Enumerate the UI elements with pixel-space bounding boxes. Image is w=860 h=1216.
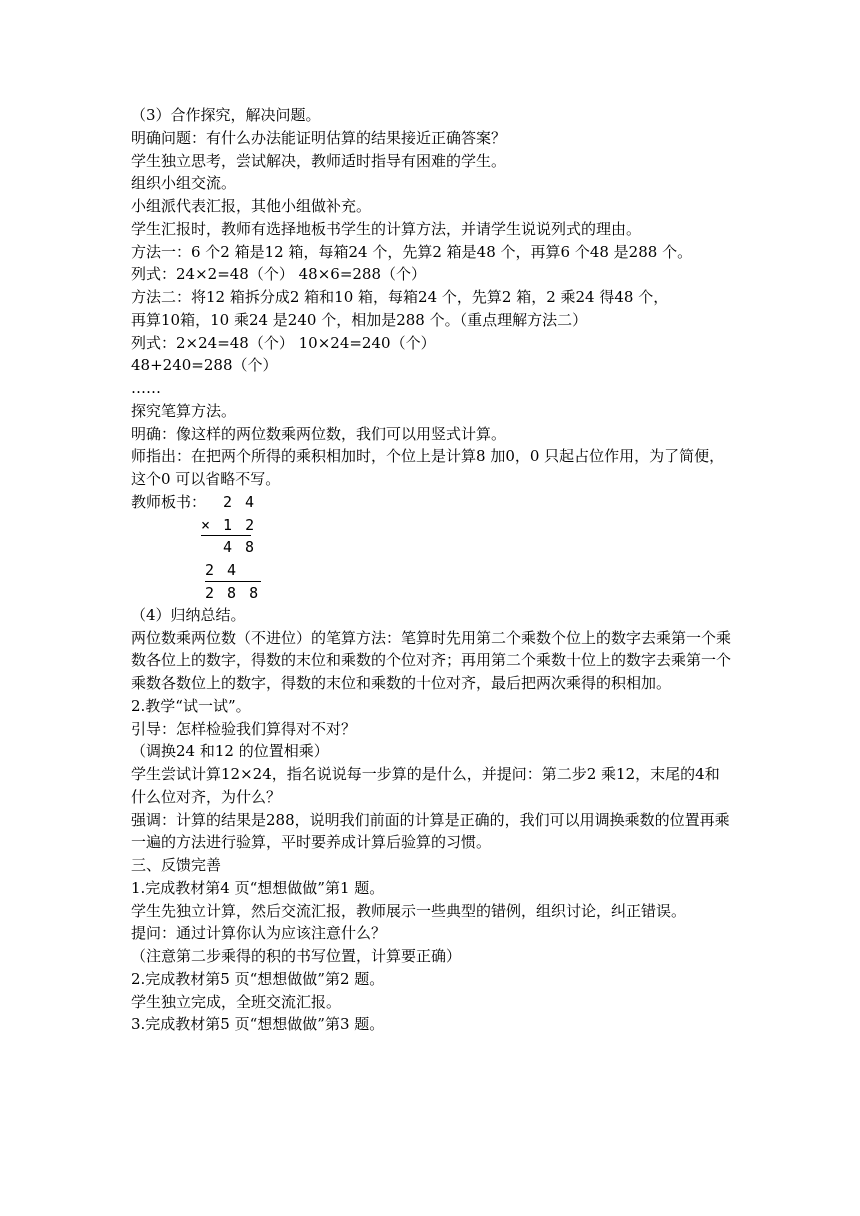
paragraph: 3.完成教材第5 页“想想做做”第3 题。 bbox=[131, 1015, 385, 1034]
paragraph: 2.教学“试一试”。 bbox=[131, 696, 251, 715]
ellipsis: …… bbox=[131, 379, 161, 397]
method-two-continued: 再算10箱，10 乘24 是240 个，相加是288 个。（重点理解方法二） bbox=[131, 310, 588, 329]
paragraph: 明确：像这样的两位数乘两位数，我们可以用竖式计算。 bbox=[131, 424, 507, 443]
partial-product-2: 2 4 bbox=[205, 561, 239, 579]
paragraph: （注意第二步乘得的积的书写位置，计算要正确） bbox=[131, 947, 462, 965]
paragraph: 学生尝试计算12×24，指名说说每一步算的是什么，并提问：第二步2 乘12，末尾的4和什么位对齐，为什么？ bbox=[131, 765, 720, 806]
product: 2 8 8 bbox=[205, 583, 261, 602]
multiplier: × 1 2 bbox=[201, 515, 257, 534]
paragraph: 学生独立思考，尝试解决，教师适时指导有困难的学生。 bbox=[131, 151, 507, 170]
method-two: 方法二：将12 箱拆分成2 箱和10 箱，每箱24 个，先算2 箱，2 乘24 得48 个， bbox=[131, 288, 669, 306]
paragraph: 2.完成教材第5 页“想想做做”第2 题。 bbox=[131, 969, 385, 988]
equation-line: 48+240=288（个） bbox=[131, 356, 278, 375]
paragraph: 师指出：在把两个所得的乘积相加时，个位上是计算8 加0，0 只起占位作用，为了简便， bbox=[131, 447, 725, 466]
section-heading: （4）归纳总结。 bbox=[131, 605, 246, 624]
paragraph: （调换24 和12 的位置相乘） bbox=[131, 742, 329, 761]
equation-line: 列式：24×2=48（个） 48×6=288（个） bbox=[131, 265, 427, 284]
paragraph: 这个0 可以省略不写。 bbox=[131, 470, 281, 488]
vertical-multiplication bbox=[131, 491, 731, 604]
paragraph: 学生先独立计算，然后交流汇报，教师展示一些典型的错例，组织讨论，纠正错误。 bbox=[131, 901, 687, 920]
partial-product-1: 4 8 bbox=[223, 538, 257, 557]
paragraph: 提问：通过计算你认为应该注意什么？ bbox=[131, 924, 387, 943]
paragraph: 强调：计算的结果是288，说明我们前面的计算是正确的，我们可以用调换乘数的位置再乘一遍的方法进行验算，平时要养成计算后验算的习惯。 bbox=[131, 810, 730, 852]
section-heading: 三、反馈完善 bbox=[131, 856, 222, 874]
document-body bbox=[131, 104, 731, 1036]
multiplicand: 2 4 bbox=[223, 492, 257, 511]
method-one: 方法一：6 个2 箱是12 箱，每箱24 个，先算2 箱是48 个，再算6 个48 是288 个。 bbox=[131, 242, 693, 261]
paragraph: 学生独立完成，全班交流汇报。 bbox=[131, 992, 342, 1011]
paragraph: 引导：怎样检验我们算得对不对？ bbox=[131, 719, 357, 738]
paragraph: 学生汇报时，教师有选择地板书学生的计算方法，并请学生说说列式的理由。 bbox=[131, 219, 642, 238]
paragraph: 两位数乘两位数（不进位）的笔算方法：笔算时先用第二个乘数个位上的数字去乘第一个乘数各位上的数字，得数的末位和乘数的个位对齐；再用第二个乘数十位上的数字去乘第一个乘数各数位上的数字，得数的末位和乘数的十位对齐，最后把两次乘得的积相加。 bbox=[131, 628, 732, 692]
equation-line: 列式：2×24=48（个） 10×24=240（个） bbox=[131, 333, 436, 352]
paragraph: 组织小组交流。 bbox=[131, 174, 237, 193]
paragraph: 小组派代表汇报，其他小组做补充。 bbox=[131, 197, 372, 215]
section-heading: （3）合作探究，解决问题。 bbox=[131, 106, 321, 124]
paragraph: 1.完成教材第4 页“想想做做”第1 题。 bbox=[131, 878, 385, 897]
board-label: 教师板书： bbox=[131, 492, 207, 511]
paragraph: 探究笔算方法。 bbox=[131, 401, 237, 420]
paragraph: 明确问题：有什么办法能证明估算的结果接近正确答案？ bbox=[131, 128, 507, 147]
